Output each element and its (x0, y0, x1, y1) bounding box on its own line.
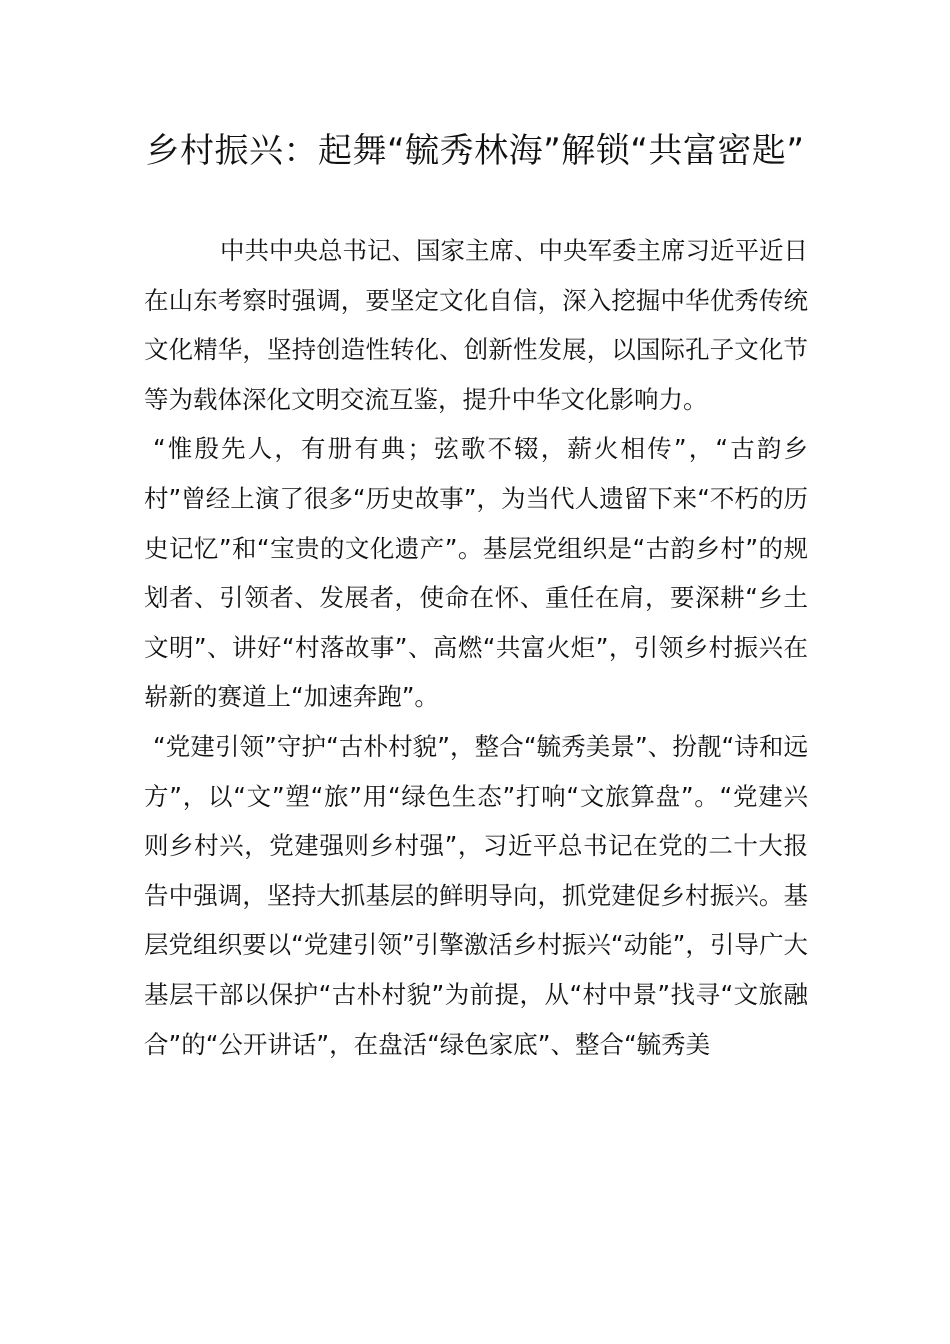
document-body (144, 226, 808, 1069)
paragraph-1: 中共中央总书记、国家主席、中央军委主席习近平近日在山东考察时强调，要坚定文化自信，深入挖掘中华优秀传统文化精华，坚持创造性转化、创新性发展，以国际孔子文化节等为载体深化文明交流互鉴，提升中华文化影响力。 (144, 236, 808, 414)
paragraph-3: “党建引领”守护“古朴村貌”，整合“毓秀美景”、扮靓“诗和远方”，以“文”塑“旅”用“绿色生态”打响“文旅算盘”。“党建兴则乡村兴，党建强则乡村强”，习近平总书记在党的二十大报告中强调，坚持大抓基层的鲜明导向，抓党建促乡村振兴。基层党组织要以“党建引领”引擎激活乡村振兴“动能”，引导广大基层干部以保护“古朴村貌”为前提，从“村中景”找寻“文旅融合”的“公开讲话”，在盘活“绿色家底”、整合“毓秀美 (144, 731, 808, 1059)
paragraph-2: “惟殷先人，有册有典；弦歌不辍，薪火相传”，“古韵乡村”曾经上演了很多“历史故事”，为当代人遗留下来“不朽的历史记忆”和“宝贵的文化遗产”。基层党组织是“古韵乡村”的规划者、引领者、发展者，使命在怀、重任在肩，要深耕“乡土文明”、讲好“村落故事”、高燃“共富火炬”，引领乡村振兴在崭新的赛道上“加速奔跑”。 (144, 434, 808, 712)
document-title: 乡村振兴：起舞“毓秀林海”解锁“共富密匙” (145, 131, 805, 171)
